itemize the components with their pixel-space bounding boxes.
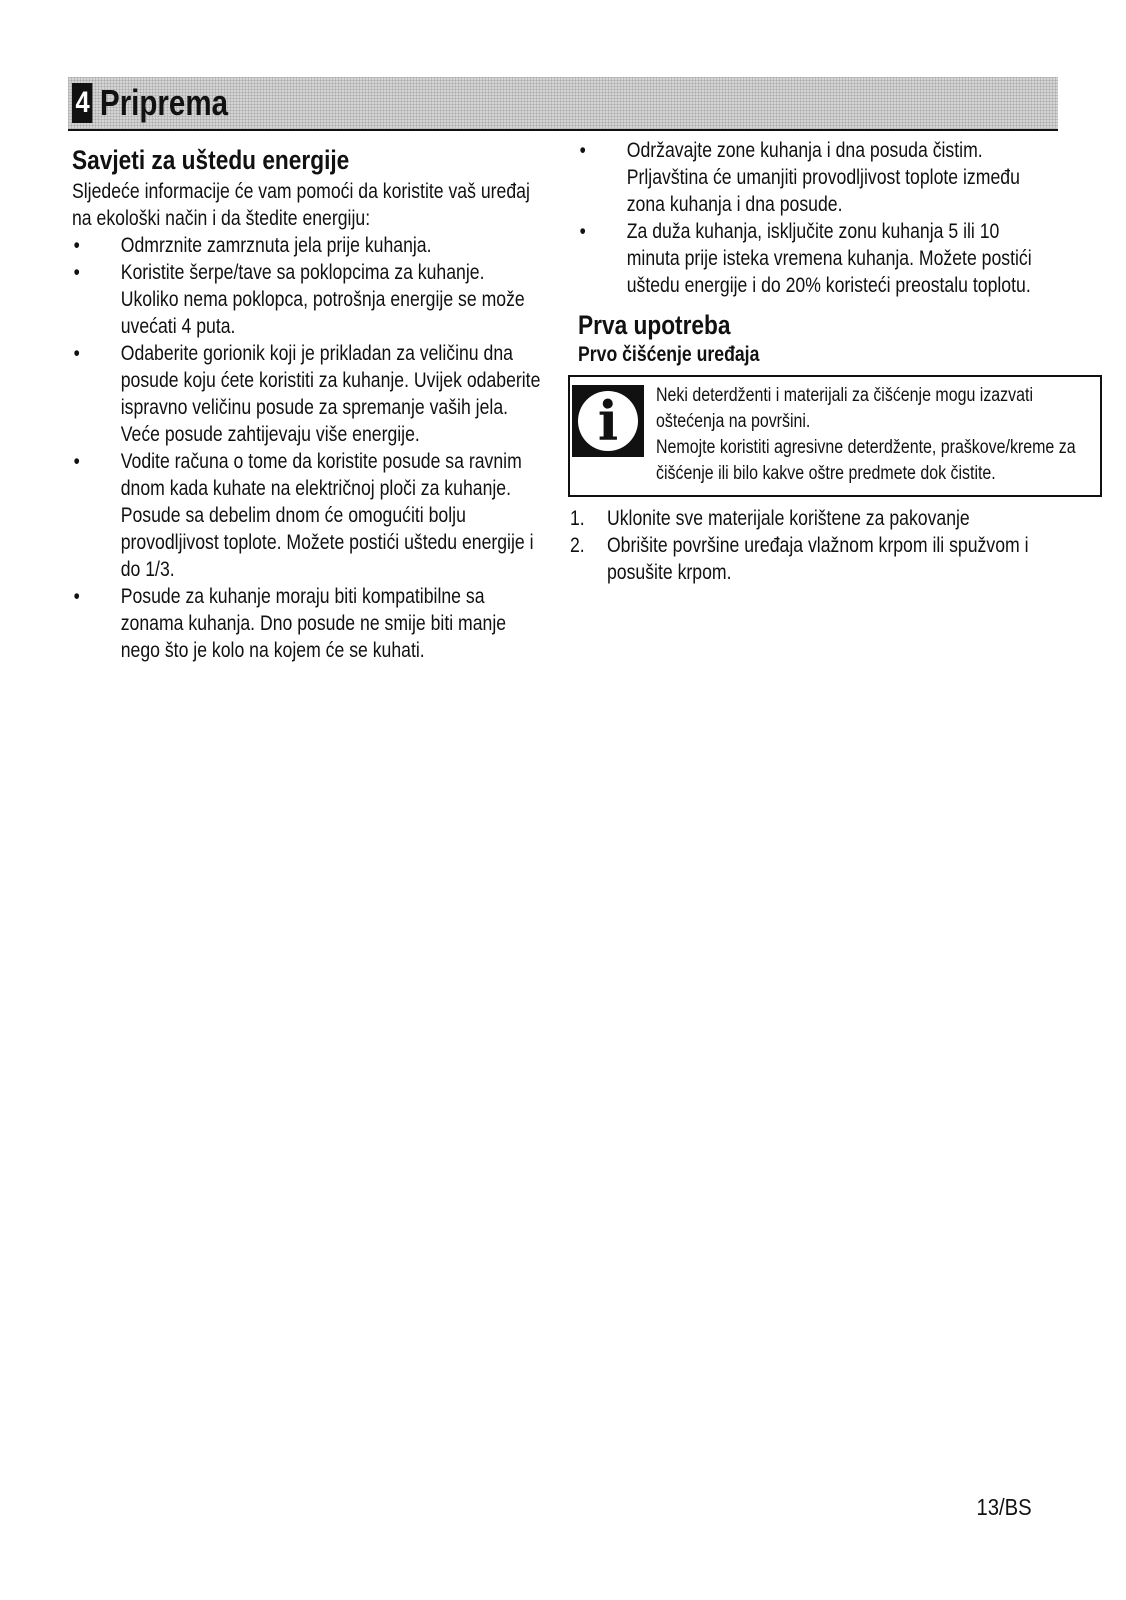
info-text-line: Nemojte koristiti agresivne deterdžente, praškove/kreme za čišćenje ili bilo kakve oštre predmete dok čistite. — [656, 437, 1076, 484]
chapter-number: 4 — [72, 83, 92, 123]
bullet-text: Održavajte zone kuhanja i dna posuda čistim. Prljavština će umanjiti provodljivost toplote između zona kuhanja i dna posude. — [626, 139, 1020, 216]
cleaning-steps-list — [570, 505, 1040, 586]
first-use-heading: Prva upotreba — [578, 310, 731, 340]
bullet-dot: • — [579, 220, 586, 243]
list-item — [72, 259, 542, 340]
bullet-text: Odaberite gorionik koji je prikladan za veličinu dna posude koju ćete koristiti za kuhanje. Uvijek odaberite ispravno veličinu posude za spremanje vaših jela. Veće posude zahtijevaju više energije. — [120, 342, 541, 446]
left-column — [72, 140, 542, 664]
bullet-text: Odmrznite zamrznuta jela prije kuhanja. — [120, 234, 432, 257]
step-text: Uklonite sve materijale korištene za pakovanje — [606, 507, 970, 530]
info-notice-box — [568, 375, 1102, 497]
first-cleaning-subheading: Prvo čišćenje uređaja — [578, 343, 760, 366]
energy-heading: Savjeti za uštedu energije — [72, 145, 350, 175]
list-item — [578, 137, 1048, 218]
bullet-text: Posude za kuhanje moraju biti kompatibilne sa zonama kuhanja. Dno posude ne smije biti manje nego što je kolo na kojem će se kuhati. — [120, 585, 507, 662]
bullet-dot: • — [73, 450, 80, 473]
bullet-extra-text: Posude sa debelim dnom će omogućiti bolju provodljivost toplote. Možete postići uštedu energije i do 1/3. — [120, 504, 534, 581]
chapter-header — [68, 77, 1058, 131]
list-item — [578, 218, 1048, 299]
info-icon: i — [572, 385, 644, 457]
step-number: 1. — [570, 507, 585, 530]
step-text: Obrišite površine uređaja vlažnom krpom ili spužvom i posušite krpom. — [606, 534, 1029, 584]
bullet-text: Vodite računa o tome da koristite posude sa ravnim dnom kada kuhate na električnoj ploči za kuhanje. — [120, 450, 522, 500]
bullet-text: Koristite šerpe/tave sa poklopcima za kuhanje. Ukoliko nema poklopca, potrošnja energije se može uvećati 4 puta. — [120, 261, 525, 338]
right-column — [570, 139, 1076, 586]
bullet-text: Za duža kuhanja, isključite zonu kuhanja 5 ili 10 minuta prije isteka vremena kuhanja. Možete postići uštedu energije i do 20% koristeći preostalu toplotu. — [626, 220, 1032, 297]
info-text-line: Neki deterdženti i materijali za čišćenje mogu izazvati oštećenja na površini. — [656, 385, 1034, 432]
bullet-dot: • — [73, 585, 80, 608]
energy-bullet-list — [72, 232, 542, 664]
list-item — [570, 532, 1040, 586]
list-item — [570, 505, 1040, 532]
chapter-title: Priprema — [100, 82, 228, 123]
list-item — [72, 340, 542, 448]
bullet-dot: • — [579, 139, 586, 162]
step-number: 2. — [570, 534, 585, 557]
energy-bullet-list-continued — [578, 137, 1048, 299]
bullet-dot: • — [73, 342, 80, 365]
page-number: 13/BS — [976, 1494, 1032, 1520]
list-item — [72, 232, 542, 259]
energy-intro: Sljedeće informacije će vam pomoći da koristite vaš uređaj na ekološki način i da štedite energiju: — [72, 180, 530, 230]
bullet-dot: • — [73, 261, 80, 284]
bullet-dot: • — [73, 234, 80, 257]
list-item — [72, 583, 542, 664]
list-item — [72, 448, 542, 583]
